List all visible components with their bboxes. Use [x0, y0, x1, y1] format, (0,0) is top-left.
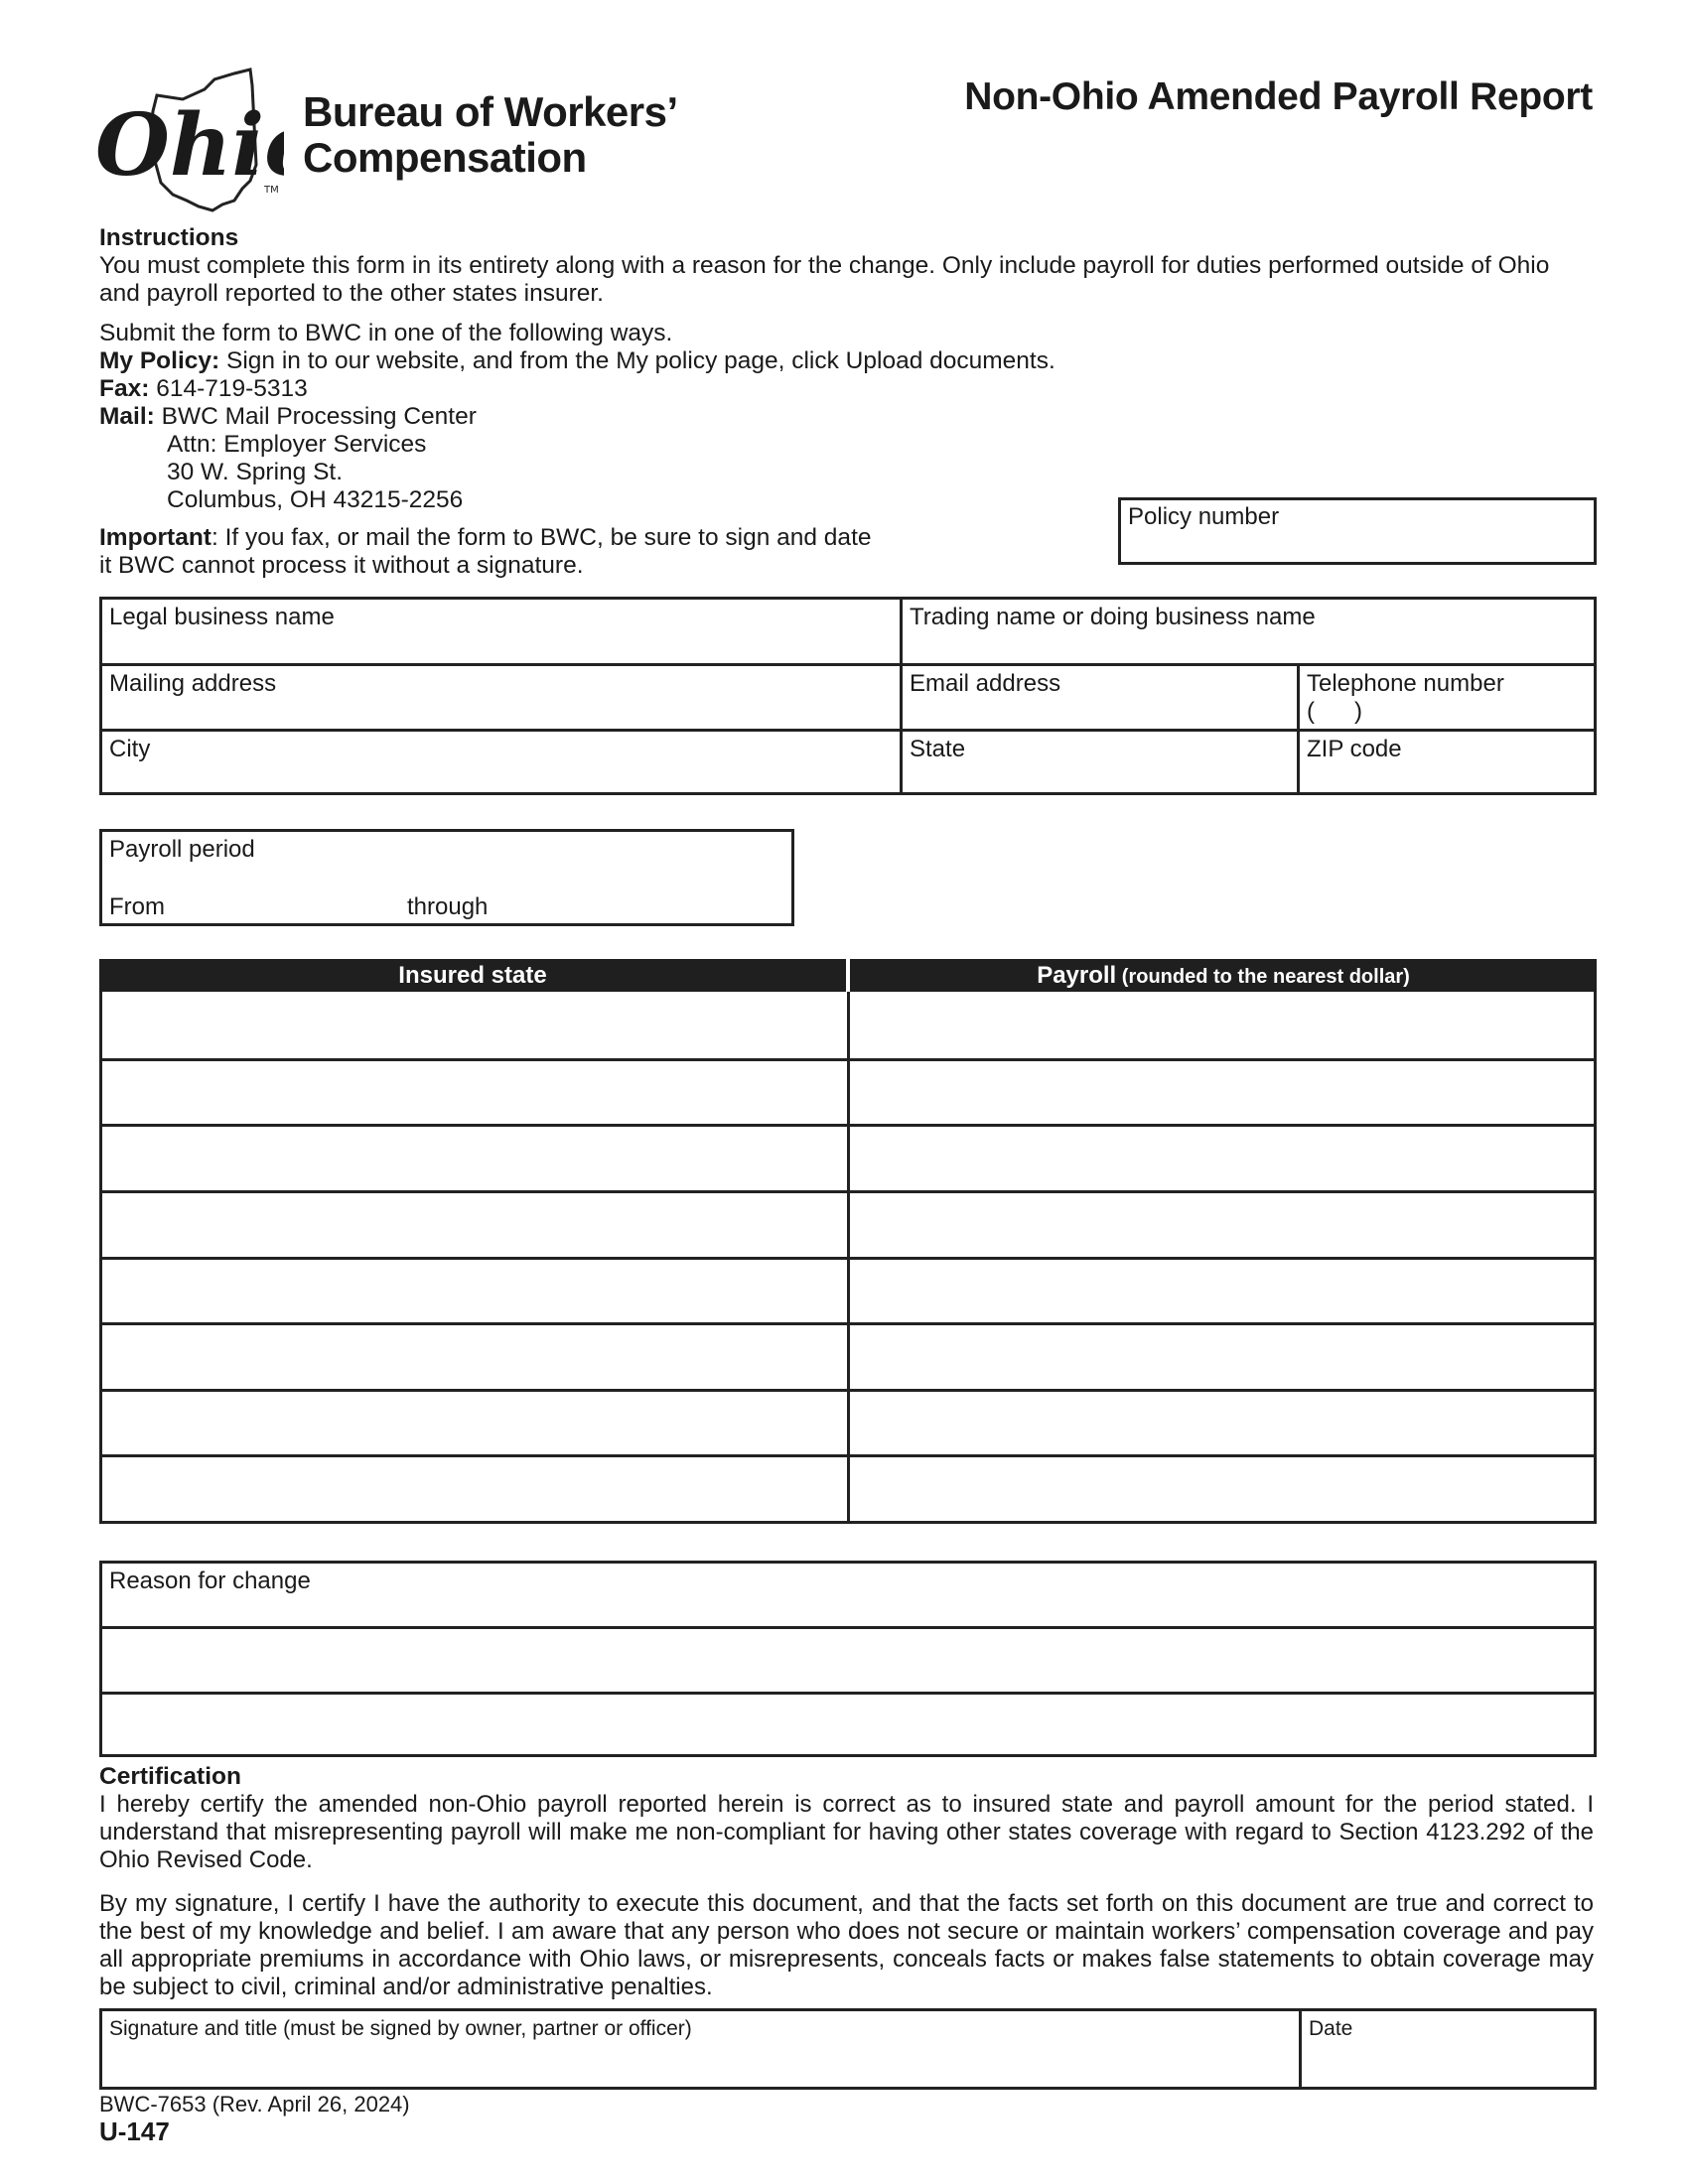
insured-state-cell[interactable]: [102, 1127, 847, 1190]
trading-name-label: Trading name or doing business name: [910, 604, 1316, 630]
legal-business-name-field[interactable]: [102, 600, 900, 663]
payroll-amount-cell[interactable]: [850, 1392, 1594, 1455]
policy-number-label: Policy number: [1128, 503, 1280, 530]
payroll-table: [99, 992, 1597, 1524]
business-info-grid: [99, 597, 1597, 795]
logo-wordmark: Ohi: [95, 95, 265, 196]
instructions-heading: Instructions: [99, 224, 239, 251]
payroll-amount-cell[interactable]: [850, 1325, 1594, 1389]
insured-state-cell[interactable]: [102, 1061, 847, 1125]
payroll-header-label: Payroll: [1037, 962, 1117, 989]
city-label: City: [109, 736, 151, 762]
policy-number-field[interactable]: [1118, 497, 1597, 565]
reason-line-2[interactable]: [102, 1629, 1594, 1692]
payroll-from-label: From: [109, 893, 165, 920]
payroll-amount-cell[interactable]: [850, 1127, 1594, 1190]
telephone-number-label: Telephone number: [1307, 670, 1504, 697]
mail-line1: BWC Mail Processing Center: [154, 403, 477, 430]
state-label: State: [910, 736, 966, 762]
ohio-logo: [95, 66, 284, 214]
payroll-through-label: through: [407, 893, 489, 920]
payroll-header-sub: (rounded to the nearest dollar): [1116, 966, 1410, 988]
payroll-amount-cell[interactable]: [850, 1457, 1594, 1521]
fax-number: 614-719-5313: [149, 375, 308, 402]
insured-state-cell[interactable]: [102, 1457, 847, 1521]
form-id: BWC-7653 (Rev. April 26, 2024): [99, 2092, 410, 2116]
important-line2: it BWC cannot process it without a signature.: [99, 552, 584, 579]
mail-line4: Columbus, OH 43215-2256: [167, 486, 464, 513]
payroll-amount-cell[interactable]: [850, 1193, 1594, 1257]
org-name-line1: Bureau of Workers’: [303, 88, 678, 135]
mailing-address-label: Mailing address: [109, 670, 277, 697]
signature-box: [99, 2008, 1597, 2090]
fax-label: Fax:: [99, 375, 150, 402]
mypolicy-text: Sign in to our website, and from the My policy page, click Upload documents.: [219, 347, 1055, 374]
payroll-amount-cell[interactable]: [850, 1260, 1594, 1323]
email-address-field[interactable]: [903, 666, 1297, 729]
reason-line-1[interactable]: [102, 1564, 1594, 1626]
insured-state-cell[interactable]: [102, 1193, 847, 1257]
certification: [99, 1763, 1594, 2001]
insured-state-cell[interactable]: [102, 1260, 847, 1323]
insured-state-cell[interactable]: [102, 995, 847, 1058]
org-name: [303, 89, 678, 181]
certification-heading: Certification: [99, 1763, 241, 1790]
zip-code-field[interactable]: [1300, 732, 1594, 792]
mail-line2: Attn: Employer Services: [167, 431, 427, 458]
payroll-period-box: [99, 829, 794, 926]
reason-line-3[interactable]: [102, 1695, 1594, 1754]
zip-code-label: ZIP code: [1307, 736, 1402, 762]
state-field[interactable]: [903, 732, 1297, 792]
city-field[interactable]: [102, 732, 900, 792]
reason-for-change-box: [99, 1561, 1597, 1757]
mypolicy-label: My Policy:: [99, 347, 220, 374]
trading-name-field[interactable]: [903, 600, 1594, 663]
insured-state-cell[interactable]: [102, 1392, 847, 1455]
insured-state-header-label: Insured state: [398, 962, 547, 989]
payroll-through-field[interactable]: [400, 889, 787, 925]
date-field[interactable]: [1302, 2011, 1594, 2087]
payroll-header: [850, 959, 1597, 992]
important-label: Important: [99, 524, 211, 551]
insured-state-header: [99, 959, 846, 992]
certification-para2: By my signature, I certify I have the authority to execute this document, and that the facts set forth on this document are true and correct to the best of my knowledge and belief. I am aware that any person who does not secure or maintain workers’ compensation coverage and pay all appropriate premiums in accordance with Ohio laws, or misrepresents, conceals facts or makes false statements to obtain coverage may be subject to civil, criminal and/or administrative penalties.: [99, 1890, 1594, 2000]
mail-line3: 30 W. Spring St.: [167, 459, 344, 485]
form-code: U-147: [99, 2116, 170, 2146]
legal-business-name-label: Legal business name: [109, 604, 335, 630]
email-address-label: Email address: [910, 670, 1061, 697]
payroll-amount-cell[interactable]: [850, 995, 1594, 1058]
svg-text:TM: TM: [264, 185, 279, 196]
telephone-area-code: ( ): [1307, 698, 1362, 725]
signature-label: Signature and title (must be signed by owner, partner or officer): [109, 2017, 692, 2040]
mypolicy-line: [99, 347, 1589, 375]
payroll-amount-cell[interactable]: [850, 1061, 1594, 1125]
submit-intro: Submit the form to BWC in one of the following ways.: [99, 320, 673, 346]
org-name-line2: Compensation: [303, 134, 587, 181]
important-text1: : If you fax, or mail the form to BWC, be sure to sign and date: [211, 524, 872, 551]
document-title: Non-Ohio Amended Payroll Report: [964, 75, 1593, 118]
date-label: Date: [1309, 2017, 1353, 2040]
mail-line: [99, 403, 1589, 431]
mailing-address-field[interactable]: [102, 666, 900, 729]
insured-state-cell[interactable]: [102, 1325, 847, 1389]
payroll-from-field[interactable]: [102, 889, 400, 925]
instructions-para: You must complete this form in its entirety along with a reason for the change. Only include payroll for duties performed outside of Ohio and payroll reported to the other states insurer.: [99, 252, 1550, 307]
fax-line: [99, 375, 1589, 403]
telephone-number-field[interactable]: [1300, 666, 1594, 729]
mail-label: Mail:: [99, 403, 155, 430]
signature-field[interactable]: [102, 2011, 1299, 2087]
certification-para1: I hereby certify the amended non-Ohio payroll reported herein is correct as to insured state and payroll amount for the period stated. I understand that misrepresenting payroll will make me non-compliant for having other states coverage with regard to Section 4123.292 of the Ohio Revised Code.: [99, 1791, 1594, 1873]
reason-for-change-label: Reason for change: [109, 1568, 311, 1594]
payroll-period-label: Payroll period: [109, 836, 255, 863]
